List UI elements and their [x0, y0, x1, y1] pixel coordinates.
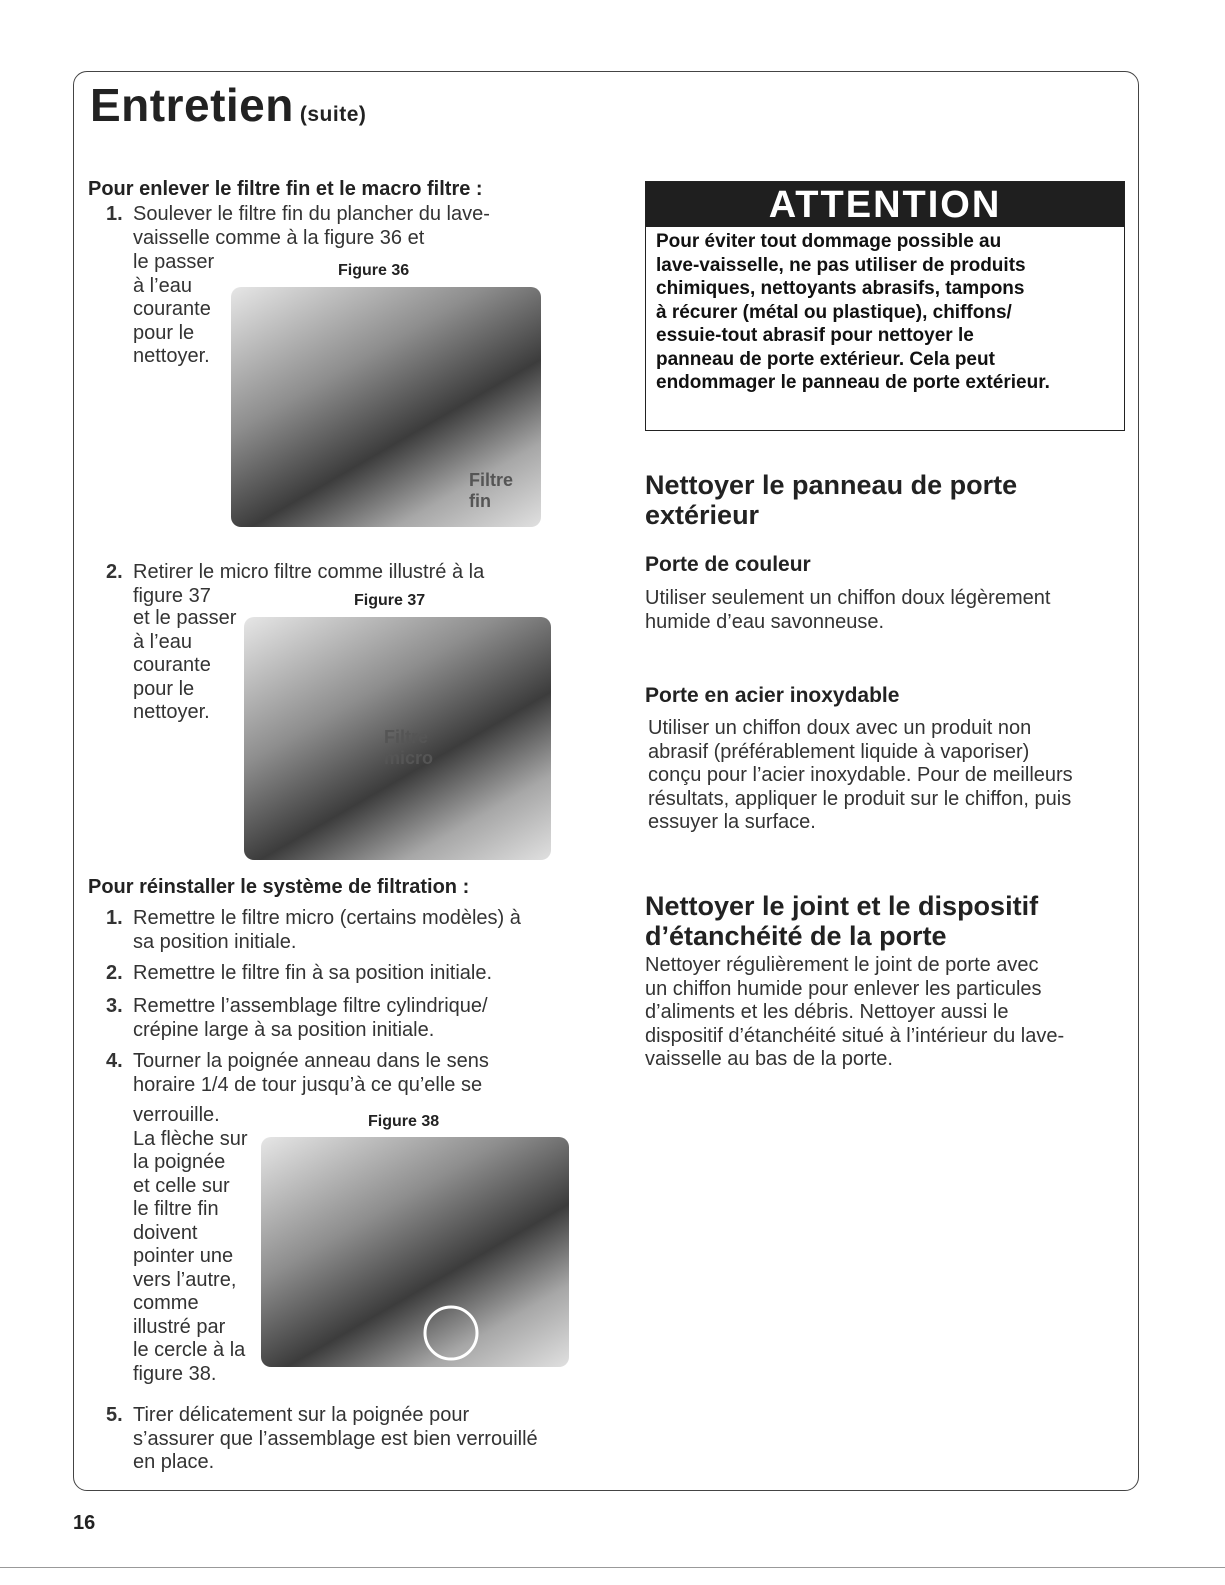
heading-stainless-door: Porte en acier inoxydable [645, 684, 900, 707]
heading-colored-door: Porte de couleur [645, 553, 811, 576]
figure37-label: Figure 37 [354, 592, 426, 609]
step-number: 3. [106, 995, 123, 1017]
reinstall-step2-text: Remettre le filtre fin à sa position initiale. [133, 962, 493, 984]
reinstall-step3-text: Remettre l’assemblage filtre cylindrique/ crépine large à sa position initiale. [133, 995, 488, 1041]
figure36-label: Figure 36 [338, 262, 410, 279]
attention-banner: ATTENTION [646, 182, 1124, 227]
figure36-photo [231, 287, 541, 527]
figure38-label: Figure 38 [368, 1113, 440, 1130]
figure37-photo-label: Filtre micro [384, 727, 434, 768]
reinstall-step5-text: Tirer délicatement sur la poignée pour s’assurer que l’assemblage est bien verrouillé en place. [133, 1404, 538, 1473]
door-seal-text: Nettoyer régulièrement le joint de porte avec un chiffon humide pour enlever les particules d’aliments et les débris. Nettoyer aussi le dispositif d’étanchéité situé à l’intérieur du lave- vaisselle au bas de la porte. [645, 954, 1065, 1070]
figure38-photo [261, 1137, 569, 1367]
step-number: 1. [106, 203, 123, 225]
step-number: 2. [106, 962, 123, 984]
attention-text: Pour éviter tout dommage possible au lave-vaisselle, ne pas utiliser de produits chimiques, nettoyants abrasifs, tampons à récurer (métal ou plastique), chiffons/ essuie-tout abrasif pour nettoyer le panneau de porte extérieur. Cela peut endommager le panneau de porte extérieur. [656, 231, 1050, 393]
step-number: 2. [106, 561, 123, 583]
figure37-photo [244, 617, 551, 860]
step1-side-text: le passer à l’eau courante pour le nettoyer. [133, 251, 215, 367]
heading-reinstall: Pour réinstaller le système de filtration : [88, 876, 470, 898]
heading-remove: Pour enlever le filtre fin et le macro filtre : [88, 178, 483, 200]
stainless-door-text: Utiliser un chiffon doux avec un produit non abrasif (préférablement liquide à vaporiser) conçu pour l’acier inoxydable. Pour de meilleurs résultats, appliquer le produit sur le chiffon, puis essuyer la surface. [648, 717, 1073, 833]
step-number: 1. [106, 907, 123, 929]
step2-side-text: et le passer à l’eau courante pour le nettoyer. [133, 607, 237, 723]
figure36-photo-label: Filtre fin [469, 470, 514, 511]
colored-door-text: Utiliser seulement un chiffon doux légèrement humide d’eau savonneuse. [645, 587, 1051, 633]
reinstall-step4-side-text: verrouille. La flèche sur la poignée et celle sur le filtre fin doivent pointer une vers l’autre, comme illustré par le cercle à la figure 38. [133, 1104, 248, 1385]
attention-box [645, 181, 1125, 431]
step2-text: Retirer le micro filtre comme illustré à la figure 37 [133, 561, 485, 607]
page-title: Entretien (suite) [90, 79, 367, 131]
step1-text: Soulever le filtre fin du plancher du lave- vaisselle comme à la figure 36 et [133, 203, 490, 249]
reinstall-step1-text: Remettre le filtre micro (certains modèles) à sa position initiale. [133, 907, 521, 953]
page-subtitle: (suite) [299, 103, 367, 126]
bottom-divider [0, 1567, 1225, 1568]
highlight-circle-icon [261, 1137, 569, 1367]
heading-door-seal: Nettoyer le joint et le dispositif d’étanchéité de la porte [645, 891, 1039, 951]
page-number: 16 [73, 1512, 96, 1534]
step-number: 4. [106, 1050, 123, 1072]
reinstall-step4-text: Tourner la poignée anneau dans le sens horaire 1/4 de tour jusqu’à ce qu’elle se [133, 1050, 489, 1096]
heading-door-panel: Nettoyer le panneau de porte extérieur [645, 470, 1018, 530]
step-number: 5. [106, 1404, 123, 1426]
